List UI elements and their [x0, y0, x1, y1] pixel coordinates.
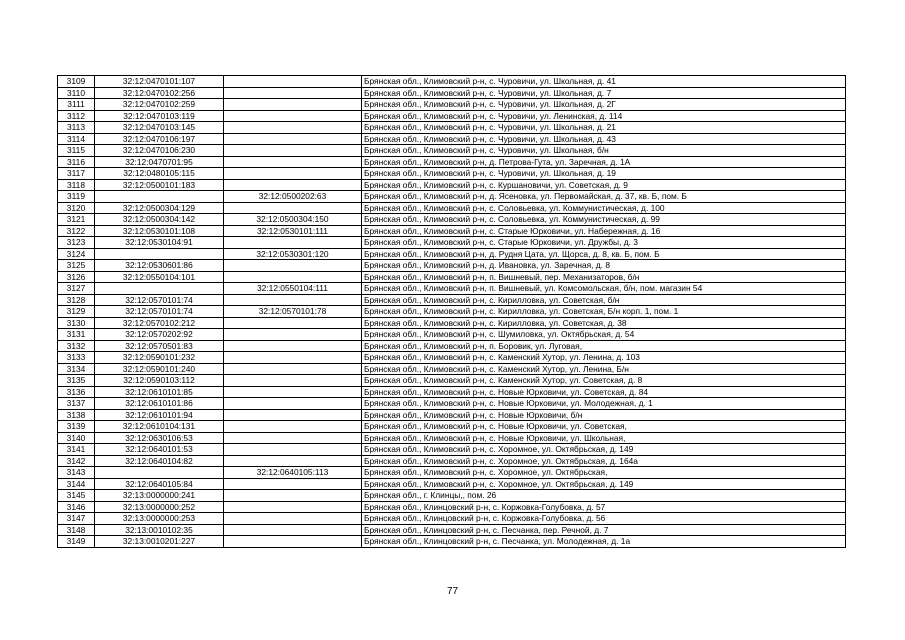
row-number-cell: 3114	[58, 133, 95, 145]
cadastral-number-cell: 32:12:0590101:232	[95, 352, 224, 364]
row-number-cell: 3140	[58, 432, 95, 444]
cadastral-number-cell	[95, 248, 224, 260]
building-cadastral-number-cell	[224, 260, 362, 272]
address-cell: Брянская обл., Климовский р-н, с. Старые Юрковичи, ул. Дружбы, д. 3	[362, 237, 846, 249]
cadastral-number-cell: 32:12:0570202:92	[95, 329, 224, 341]
page-number: 77	[446, 586, 459, 597]
table-row	[58, 283, 846, 295]
cadastral-number-cell: 32:12:0530101:108	[95, 225, 224, 237]
address-cell: Брянская обл., Климовский р-н, с. Хоромное, ул. Октябрьская, д. 149	[362, 444, 846, 456]
address-cell: Брянская обл., г. Клинцы,, пом. 26	[362, 490, 846, 502]
building-cadastral-number-cell	[224, 536, 362, 548]
table-row	[58, 490, 846, 502]
building-cadastral-number-cell: 32:12:0640105:113	[224, 467, 362, 479]
row-number-cell: 3134	[58, 363, 95, 375]
address-cell: Брянская обл., Клинцовский р-н, с. Песчанка, ул. Молодежная, д. 1а	[362, 536, 846, 548]
address-cell: Брянская обл., Климовский р-н, с. Чуровичи, ул. Школьная, д. 7	[362, 87, 846, 99]
building-cadastral-number-cell	[224, 455, 362, 467]
address-cell: Брянская обл., Климовский р-н, с. Каменский Хутор, ул. Ленина, Б/н	[362, 363, 846, 375]
building-cadastral-number-cell	[224, 133, 362, 145]
address-cell: Брянская обл., Климовский р-н, с. Хоромное, ул. Октябрьская, д. 164а	[362, 455, 846, 467]
row-number-cell: 3113	[58, 122, 95, 134]
address-cell: Брянская обл., Климовский р-н, д. Рудня Цата, ул. Щорса, д. 8, кв. Б, пом. Б	[362, 248, 846, 260]
row-number-cell: 3147	[58, 513, 95, 525]
address-cell: Брянская обл., Климовский р-н, с. Соловьевка, ул. Коммунистическая, д. 99	[362, 214, 846, 226]
row-number-cell: 3135	[58, 375, 95, 387]
cadastral-number-cell: 32:13:0010201:227	[95, 536, 224, 548]
address-cell: Брянская обл., Климовский р-н, с. Каменский Хутор, ул. Советская, д. 8	[362, 375, 846, 387]
table-row	[58, 191, 846, 203]
building-cadastral-number-cell	[224, 87, 362, 99]
table-row	[58, 306, 846, 318]
address-cell: Брянская обл., Климовский р-н, с. Чуровичи, ул. Школьная, д. 41	[362, 76, 846, 88]
building-cadastral-number-cell	[224, 202, 362, 214]
table-row	[58, 536, 846, 548]
address-cell: Брянская обл., Климовский р-н, с. Новые Юрковичи, ул. Молодежная, д. 1	[362, 398, 846, 410]
building-cadastral-number-cell: 32:12:0570101:78	[224, 306, 362, 318]
row-number-cell: 3146	[58, 501, 95, 513]
address-cell: Брянская обл., Климовский р-н, п. Вишневый, пер. Механизаторов, б/н	[362, 271, 846, 283]
cadastral-number-cell: 32:12:0610104:131	[95, 421, 224, 433]
building-cadastral-number-cell: 32:12:0530101:111	[224, 225, 362, 237]
cadastral-number-cell: 32:12:0640104:82	[95, 455, 224, 467]
address-cell: Брянская обл., Климовский р-н, с. Каменский Хутор, ул. Ленина, д. 103	[362, 352, 846, 364]
address-cell: Брянская обл., Климовский р-н, с. Кирилловка, ул. Советская, д. 38	[362, 317, 846, 329]
row-number-cell: 3118	[58, 179, 95, 191]
table-row	[58, 294, 846, 306]
building-cadastral-number-cell	[224, 421, 362, 433]
building-cadastral-number-cell: 32:12:0500202:63	[224, 191, 362, 203]
table-row	[58, 513, 846, 525]
row-number-cell: 3119	[58, 191, 95, 203]
table-row	[58, 110, 846, 122]
cadastral-number-cell: 32:12:0570101:74	[95, 294, 224, 306]
row-number-cell: 3123	[58, 237, 95, 249]
table-row	[58, 340, 846, 352]
cadastral-number-cell: 32:12:0470106:197	[95, 133, 224, 145]
table-row	[58, 317, 846, 329]
table-row	[58, 214, 846, 226]
building-cadastral-number-cell	[224, 145, 362, 157]
address-cell: Брянская обл., Клинцовский р-н, с. Коржовка-Голубовка, д. 57	[362, 501, 846, 513]
building-cadastral-number-cell	[224, 409, 362, 421]
row-number-cell: 3131	[58, 329, 95, 341]
address-cell: Брянская обл., Климовский р-н, с. Новые Юрковичи, б/н	[362, 409, 846, 421]
cadastral-number-cell: 32:12:0470101:107	[95, 76, 224, 88]
address-cell: Брянская обл., Климовский р-н, с. Соловьевка, ул. Коммунистическая, д. 100	[362, 202, 846, 214]
cadastral-number-cell: 32:12:0610101:94	[95, 409, 224, 421]
table-row	[58, 122, 846, 134]
row-number-cell: 3116	[58, 156, 95, 168]
building-cadastral-number-cell	[224, 329, 362, 341]
row-number-cell: 3115	[58, 145, 95, 157]
row-number-cell: 3129	[58, 306, 95, 318]
building-cadastral-number-cell	[224, 179, 362, 191]
row-number-cell: 3144	[58, 478, 95, 490]
row-number-cell: 3139	[58, 421, 95, 433]
table-row	[58, 524, 846, 536]
cadastral-number-cell: 32:12:0570101:74	[95, 306, 224, 318]
cadastral-number-cell: 32:12:0470103:145	[95, 122, 224, 134]
building-cadastral-number-cell	[224, 478, 362, 490]
building-cadastral-number-cell	[224, 490, 362, 502]
row-number-cell: 3122	[58, 225, 95, 237]
row-number-cell: 3136	[58, 386, 95, 398]
address-cell: Брянская обл., Климовский р-н, с. Шумиловка, ул. Октябрьская, д. 54	[362, 329, 846, 341]
table-row	[58, 87, 846, 99]
building-cadastral-number-cell	[224, 352, 362, 364]
address-cell: Брянская обл., Климовский р-н, с. Хоромное, ул. Октябрьская,	[362, 467, 846, 479]
cadastral-number-cell: 32:12:0590103:112	[95, 375, 224, 387]
row-number-cell: 3110	[58, 87, 95, 99]
row-number-cell: 3143	[58, 467, 95, 479]
cadastral-number-cell: 32:12:0500101:183	[95, 179, 224, 191]
row-number-cell: 3112	[58, 110, 95, 122]
table-row	[58, 99, 846, 111]
row-number-cell: 3111	[58, 99, 95, 111]
cadastral-number-cell: 32:12:0530104:91	[95, 237, 224, 249]
row-number-cell: 3148	[58, 524, 95, 536]
cadastral-number-cell: 32:12:0630106:53	[95, 432, 224, 444]
address-cell: Брянская обл., Климовский р-н, д. Ясеновка, ул. Первомайская, д. 37, кв. Б, пом. Б	[362, 191, 846, 203]
table-row	[58, 409, 846, 421]
row-number-cell: 3138	[58, 409, 95, 421]
cadastral-number-cell: 32:12:0610101:86	[95, 398, 224, 410]
address-cell: Брянская обл., Климовский р-н, с. Старые Юрковичи, ул. Набережная, д. 16	[362, 225, 846, 237]
table-row	[58, 202, 846, 214]
cadastral-number-cell: 32:12:0470102:259	[95, 99, 224, 111]
table-row	[58, 179, 846, 191]
address-cell: Брянская обл., Клинцовский р-н, с. Коржовка-Голубовка, д. 56	[362, 513, 846, 525]
row-number-cell: 3149	[58, 536, 95, 548]
cadastral-number-cell: 32:12:0470701:95	[95, 156, 224, 168]
cadastral-number-cell: 32:12:0470102:256	[95, 87, 224, 99]
table-row	[58, 501, 846, 513]
table-row	[58, 398, 846, 410]
cadastral-number-cell: 32:12:0470106:230	[95, 145, 224, 157]
building-cadastral-number-cell	[224, 99, 362, 111]
table-row	[58, 225, 846, 237]
building-cadastral-number-cell	[224, 294, 362, 306]
table-row	[58, 329, 846, 341]
address-cell: Брянская обл., Климовский р-н, с. Чуровичи, ул. Ленинская, д. 114	[362, 110, 846, 122]
address-cell: Брянская обл., Климовский р-н, с. Куршановичи, ул. Советская, д. 9	[362, 179, 846, 191]
row-number-cell: 3142	[58, 455, 95, 467]
building-cadastral-number-cell	[224, 398, 362, 410]
building-cadastral-number-cell	[224, 76, 362, 88]
address-cell: Брянская обл., Климовский р-н, с. Новые Юрковичи, ул. Школьная,	[362, 432, 846, 444]
building-cadastral-number-cell: 32:12:0500304:150	[224, 214, 362, 226]
cadastral-number-cell: 32:12:0610101:85	[95, 386, 224, 398]
address-cell: Брянская обл., Климовский р-н, с. Новые Юрковичи, ул. Советская, д. 84	[362, 386, 846, 398]
row-number-cell: 3126	[58, 271, 95, 283]
cadastral-number-cell: 32:12:0500304:129	[95, 202, 224, 214]
building-cadastral-number-cell	[224, 122, 362, 134]
table-row	[58, 432, 846, 444]
cadastral-number-cell: 32:12:0640105:84	[95, 478, 224, 490]
row-number-cell: 3127	[58, 283, 95, 295]
table-row	[58, 455, 846, 467]
building-cadastral-number-cell	[224, 340, 362, 352]
table-row	[58, 237, 846, 249]
row-number-cell: 3124	[58, 248, 95, 260]
cadastral-number-cell: 32:12:0470103:119	[95, 110, 224, 122]
cadastral-number-cell: 32:12:0530601:86	[95, 260, 224, 272]
table-row	[58, 467, 846, 479]
table-row	[58, 421, 846, 433]
row-number-cell: 3120	[58, 202, 95, 214]
address-cell: Брянская обл., Климовский р-н, д. Петрова-Гута, ул. Заречная, д. 1А	[362, 156, 846, 168]
cadastral-number-cell	[95, 467, 224, 479]
table-row	[58, 363, 846, 375]
cadastral-number-cell: 32:12:0590101:240	[95, 363, 224, 375]
building-cadastral-number-cell	[224, 444, 362, 456]
cadastral-number-cell: 32:13:0010102:35	[95, 524, 224, 536]
building-cadastral-number-cell	[224, 513, 362, 525]
cadastral-table	[57, 75, 846, 548]
building-cadastral-number-cell	[224, 168, 362, 180]
cadastral-number-cell: 32:12:0500304:142	[95, 214, 224, 226]
row-number-cell: 3121	[58, 214, 95, 226]
building-cadastral-number-cell	[224, 432, 362, 444]
building-cadastral-number-cell	[224, 156, 362, 168]
table-row	[58, 478, 846, 490]
building-cadastral-number-cell	[224, 386, 362, 398]
building-cadastral-number-cell: 32:12:0530301:120	[224, 248, 362, 260]
building-cadastral-number-cell	[224, 524, 362, 536]
address-cell: Брянская обл., Климовский р-н, с. Кирилловка, ул. Советская, Б/н корп. 1, пом. 1	[362, 306, 846, 318]
address-cell: Брянская обл., Климовский р-н, с. Чуровичи, ул. Школьная, д. 19	[362, 168, 846, 180]
building-cadastral-number-cell: 32:12:0550104:111	[224, 283, 362, 295]
table-row	[58, 133, 846, 145]
building-cadastral-number-cell	[224, 237, 362, 249]
address-cell: Брянская обл., Климовский р-н, с. Хоромное, ул. Октябрьская, д. 149	[362, 478, 846, 490]
table-row	[58, 260, 846, 272]
address-cell: Брянская обл., Климовский р-н, с. Кирилловка, ул. Советская, б/н	[362, 294, 846, 306]
building-cadastral-number-cell	[224, 317, 362, 329]
building-cadastral-number-cell	[224, 363, 362, 375]
address-cell: Брянская обл., Климовский р-н, с. Чуровичи, ул. Школьная, д. 43	[362, 133, 846, 145]
table-row	[58, 156, 846, 168]
table-row	[58, 386, 846, 398]
address-cell: Брянская обл., Климовский р-н, с. Новые Юрковичи, ул. Советская,	[362, 421, 846, 433]
row-number-cell: 3132	[58, 340, 95, 352]
building-cadastral-number-cell	[224, 110, 362, 122]
building-cadastral-number-cell	[224, 501, 362, 513]
building-cadastral-number-cell	[224, 271, 362, 283]
cadastral-number-cell: 32:12:0640101:53	[95, 444, 224, 456]
row-number-cell: 3117	[58, 168, 95, 180]
cadastral-number-cell: 32:13:0000000:241	[95, 490, 224, 502]
cadastral-number-cell: 32:12:0570102:212	[95, 317, 224, 329]
table-row	[58, 145, 846, 157]
row-number-cell: 3128	[58, 294, 95, 306]
cadastral-number-cell: 32:13:0000000:253	[95, 513, 224, 525]
row-number-cell: 3141	[58, 444, 95, 456]
table-row	[58, 375, 846, 387]
row-number-cell: 3125	[58, 260, 95, 272]
table-row	[58, 248, 846, 260]
table-row	[58, 271, 846, 283]
row-number-cell: 3133	[58, 352, 95, 364]
address-cell: Брянская обл., Климовский р-н, п. Вишневый, ул. Комсомольская, б/н, пом. магазин 54	[362, 283, 846, 295]
building-cadastral-number-cell	[224, 375, 362, 387]
address-cell: Брянская обл., Климовский р-н, д. Ивановка, ул. Заречная, д. 8	[362, 260, 846, 272]
table-row	[58, 444, 846, 456]
row-number-cell: 3145	[58, 490, 95, 502]
row-number-cell: 3130	[58, 317, 95, 329]
address-cell: Брянская обл., Климовский р-н, п. Боровик, ул. Луговая,	[362, 340, 846, 352]
address-cell: Брянская обл., Клинцовский р-н, с. Песчанка, пер. Речной, д. 7	[362, 524, 846, 536]
cadastral-number-cell	[95, 283, 224, 295]
row-number-cell: 3109	[58, 76, 95, 88]
address-cell: Брянская обл., Климовский р-н, с. Чуровичи, ул. Школьная, д. 2Г	[362, 99, 846, 111]
table-row	[58, 76, 846, 88]
cadastral-number-cell	[95, 191, 224, 203]
cadastral-number-cell: 32:13:0000000:252	[95, 501, 224, 513]
cadastral-number-cell: 32:12:0570501:83	[95, 340, 224, 352]
table-row	[58, 168, 846, 180]
table-row	[58, 352, 846, 364]
address-cell: Брянская обл., Климовский р-н, с. Чуровичи, ул. Школьная, б/н	[362, 145, 846, 157]
cadastral-number-cell: 32:12:0480105:115	[95, 168, 224, 180]
cadastral-number-cell: 32:12:0550104:101	[95, 271, 224, 283]
row-number-cell: 3137	[58, 398, 95, 410]
address-cell: Брянская обл., Климовский р-н, с. Чуровичи, ул. Школьная, д. 21	[362, 122, 846, 134]
cadastral-table-body	[58, 76, 846, 548]
